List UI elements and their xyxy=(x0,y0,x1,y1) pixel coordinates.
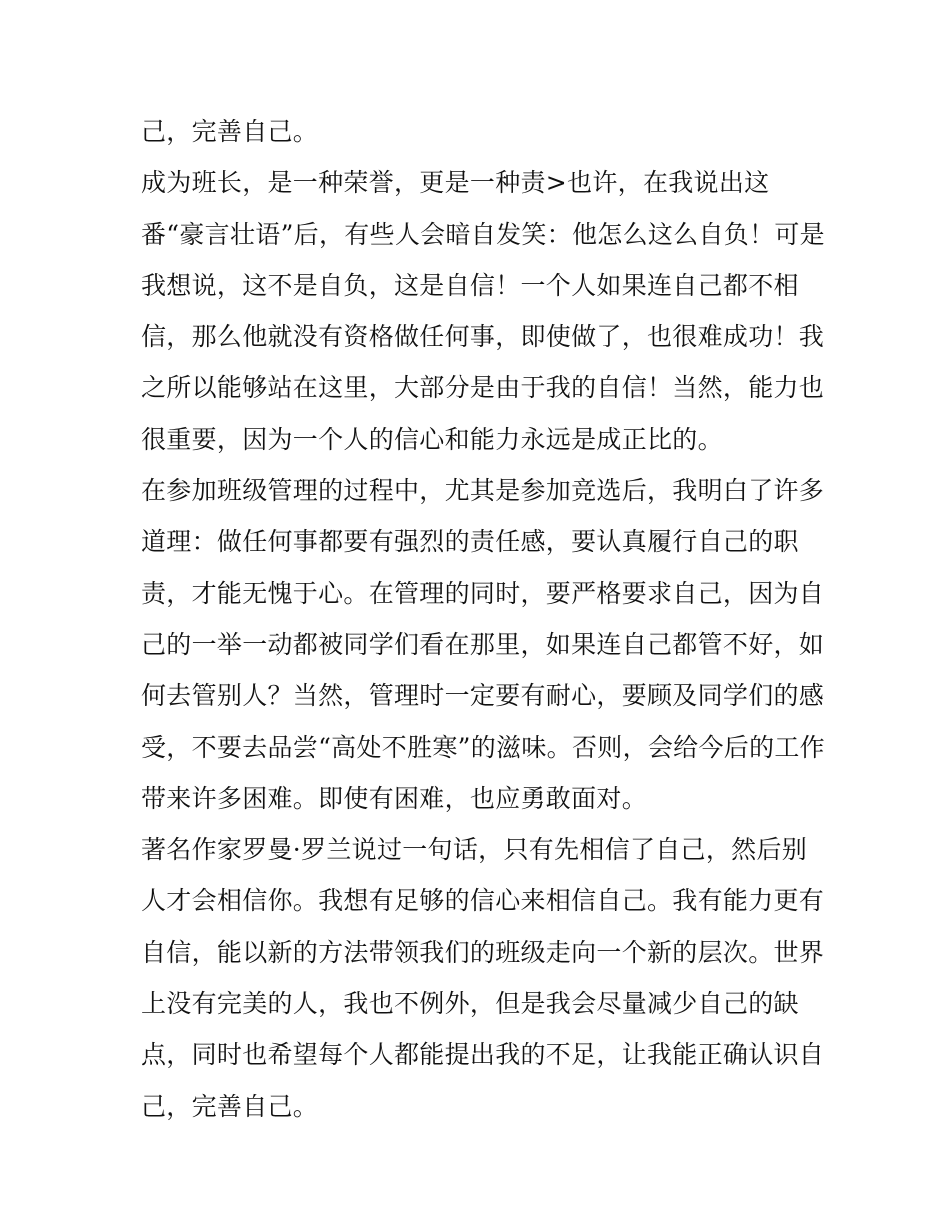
text-line: 上没有完美的人，我也不例外，但是我会尽量减少自己的缺 xyxy=(141,989,799,1019)
text-line: 我想说，这不是自负，这是自信！一个人如果连自己都不相 xyxy=(141,270,799,300)
text-line: 何去管别人？当然，管理时一定要有耐心，要顾及同学们的感 xyxy=(141,681,825,711)
text-line: 己，完善自己。 xyxy=(141,1091,319,1121)
text-line: 己，完善自己。 xyxy=(141,117,319,146)
text-line: 点，同时也希望每个人都能提出我的不足，让我能正确认识自 xyxy=(141,1040,825,1070)
text-line: 信，那么他就没有资格做任何事，即使做了，也很难成功！我 xyxy=(141,322,825,352)
text-line: 在参加班级管理的过程中，尤其是参加竞选后，我明白了许多 xyxy=(141,476,825,506)
text-line: 人才会相信你。我想有足够的信心来相信自己。我有能力更有 xyxy=(141,886,825,916)
text-line: 著名作家罗曼·罗兰说过一句话，只有先相信了自己，然后别 xyxy=(141,835,808,865)
text-line: 很重要，因为一个人的信心和能力永远是成正比的。 xyxy=(141,424,723,454)
text-line: 成为班长，是一种荣誉，更是一种责>也许，在我说出这 xyxy=(141,168,770,198)
text-line: 责，才能无愧于心。在管理的同时，要严格要求自己，因为自 xyxy=(141,578,825,608)
text-line: 之所以能够站在这里，大部分是由于我的自信！当然，能力也 xyxy=(141,373,825,403)
text-line: 带来许多困难。即使有困难，也应勇敢面对。 xyxy=(141,783,648,813)
document-body xyxy=(141,106,825,1132)
text-line: 道理：做任何事都要有强烈的责任感，要认真履行自己的职 xyxy=(141,527,799,557)
text-line: 受，不要去品尝“高处不胜寒”的滋味。否则，会给今后的工作 xyxy=(141,732,825,762)
text-line: 番“豪言壮语”后，有些人会暗自发笑：他怎么这么自负！可是 xyxy=(141,219,825,249)
text-line: 己的一举一动都被同学们看在那里，如果连自己都管不好，如 xyxy=(141,629,825,659)
text-line: 自信，能以新的方法带领我们的班级走向一个新的层次。世界 xyxy=(141,937,825,967)
